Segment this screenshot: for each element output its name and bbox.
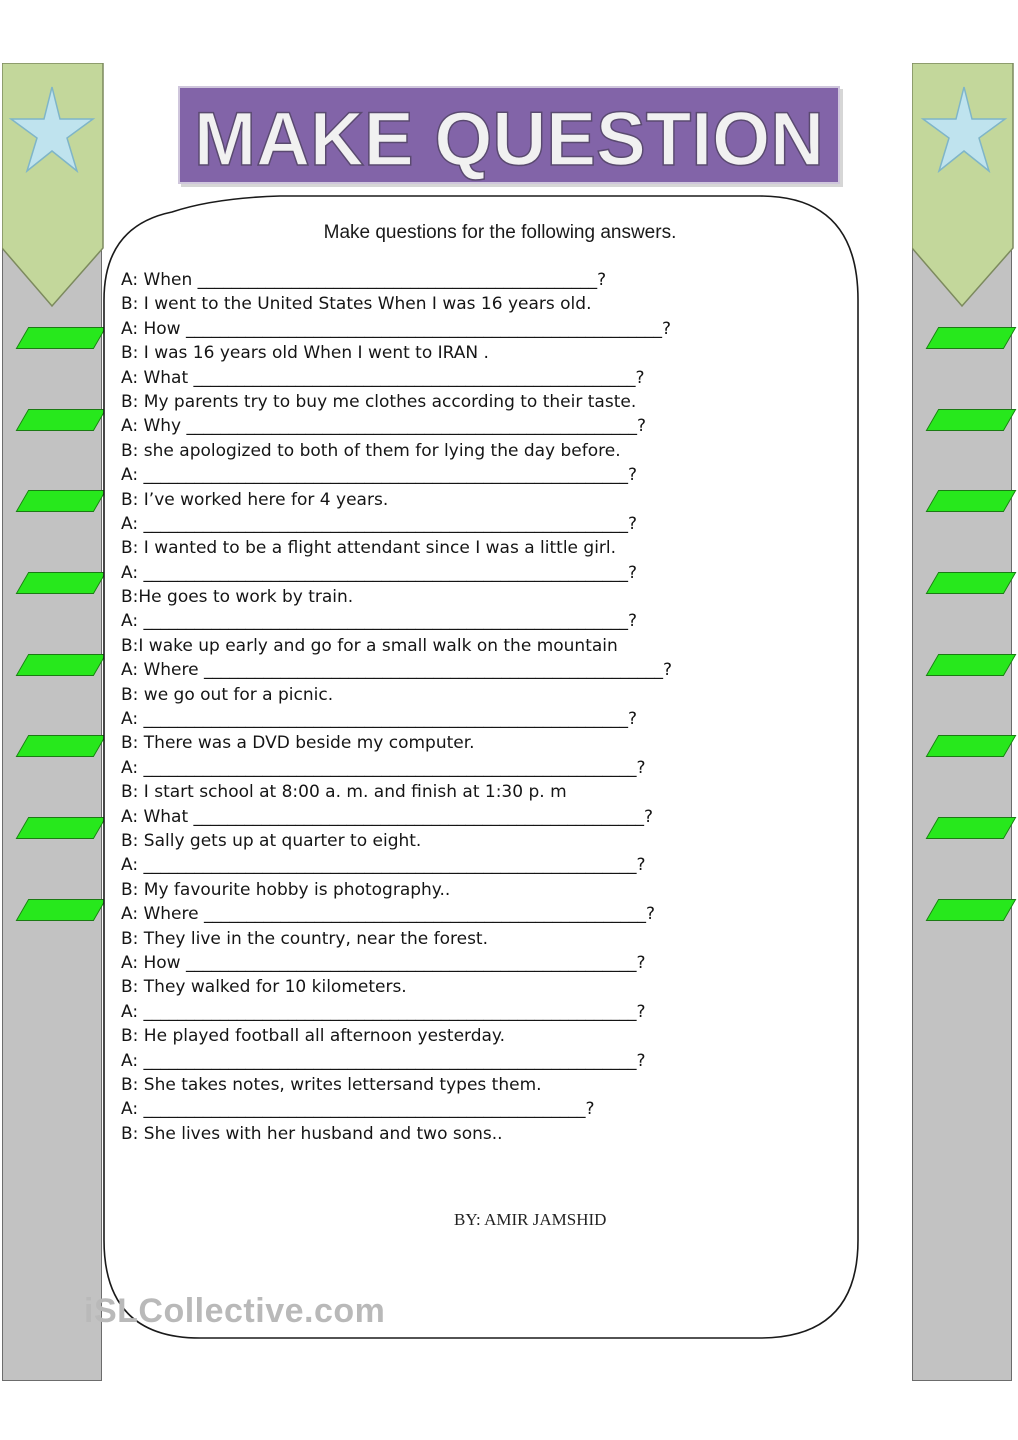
instruction: Make questions for the following answers. <box>323 222 677 243</box>
answer-line: B:I wake up early and go for a small walk on the mountain <box>121 635 618 656</box>
answer-line: B: Sally gets up at quarter to eight. <box>121 830 422 851</box>
answer-line: B: she apologized to both of them for lying the day before. <box>121 440 621 461</box>
answer-line: B: I wanted to be a flight attendant since I was a little girl. <box>121 538 617 559</box>
author-credit: BY: AMIR JAMSHID <box>454 1210 607 1229</box>
question-line: A: What ____________________________________________________? <box>121 367 645 388</box>
question-line: A: _________________________________________________________? <box>121 709 637 730</box>
question-line: A: _________________________________________________________? <box>121 465 637 486</box>
question-line: A: Why _____________________________________________________? <box>121 416 647 437</box>
question-line: A: When _______________________________________________? <box>121 270 607 290</box>
answer-line: B: They live in the country, near the forest. <box>121 928 489 949</box>
question-line: A: __________________________________________________________? <box>121 1001 646 1022</box>
answer-line: B: She takes notes, writes lettersand types them. <box>121 1074 542 1095</box>
question-list <box>121 268 821 1146</box>
page-title: MAKE QUESTION <box>194 97 824 182</box>
answer-line: B: They walked for 10 kilometers. <box>121 977 407 998</box>
answer-line: B: we go out for a picnic. <box>121 684 334 705</box>
question-line: A: Where ______________________________________________________? <box>121 660 673 681</box>
answer-line: B: He played football all afternoon yesterday. <box>121 1026 505 1047</box>
answer-line: B: I went to the United States When I was 16 years old. <box>121 294 592 315</box>
answer-line: B: I start school at 8:00 a. m. and finish at 1:30 p. m <box>121 782 567 803</box>
question-line: A: Where ____________________________________________________? <box>121 904 656 925</box>
answer-line: B: I’ve worked here for 4 years. <box>121 489 389 510</box>
answer-line: B: I was 16 years old When I went to IRAN . <box>121 343 489 364</box>
question-line: A: _________________________________________________________? <box>121 611 637 632</box>
question-line: A: __________________________________________________________? <box>121 855 646 876</box>
question-line: A: How ________________________________________________________? <box>121 318 671 339</box>
question-line: A: What _____________________________________________________? <box>121 806 654 827</box>
answer-line: B: My favourite hobby is photography.. <box>121 879 451 900</box>
answer-line: B: There was a DVD beside my computer. <box>121 733 475 754</box>
answer-line: B: She lives with her husband and two sons.. <box>121 1123 503 1144</box>
question-line: A: _________________________________________________________? <box>121 513 637 534</box>
watermark: iSLCollective.com <box>84 1292 386 1330</box>
question-line: A: __________________________________________________________? <box>121 757 646 778</box>
question-line: A: How _____________________________________________________? <box>121 952 646 973</box>
question-line: A: ____________________________________________________? <box>121 1099 595 1120</box>
question-line: A: __________________________________________________________? <box>121 1050 646 1071</box>
answer-line: B:He goes to work by train. <box>121 587 354 608</box>
answer-line: B: My parents try to buy me clothes according to their taste. <box>121 391 637 412</box>
question-line: A: _________________________________________________________? <box>121 562 637 583</box>
